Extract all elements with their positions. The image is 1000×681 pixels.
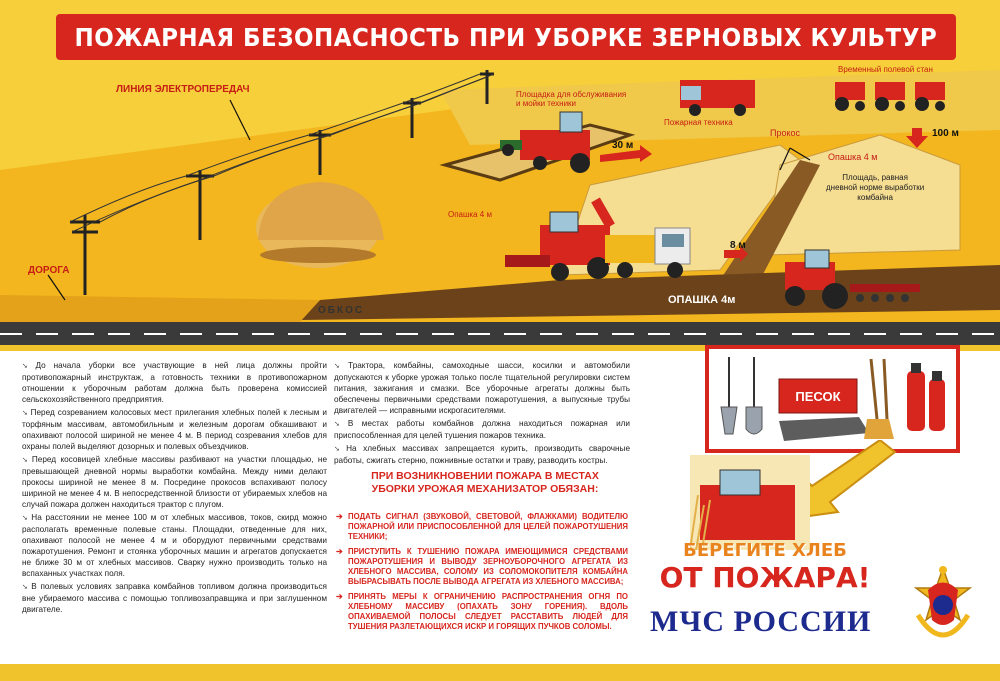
- fire-tools-drawing: [709, 349, 956, 449]
- label-dist-30: 30 м: [612, 140, 634, 151]
- label-obkos: ОБКОС: [318, 305, 365, 316]
- sand-label: ПЕСОК: [795, 389, 841, 404]
- alarm-title: ПРИ ВОЗНИКНОВЕНИИ ПОЖАРА В МЕСТАХ УБОРКИ УРОЖАЯ МЕХАНИЗАТОР ОБЯЗАН:: [371, 470, 599, 495]
- fire-tools-box: [705, 345, 960, 453]
- rule-paragraph: ➘ В местах работы комбайнов должна находиться пожарная или приспособленная для целей тушения пожаров техника.: [334, 418, 630, 441]
- label-area: Площадь, равная дневной норме выработки комбайна: [826, 173, 925, 202]
- slogan-line-1: БЕРЕГИТЕ ХЛЕБ: [683, 540, 847, 561]
- label-opashka-c: ОПАШКА 4м: [668, 294, 736, 306]
- label-dist-100: 100 м: [932, 128, 959, 139]
- label-opashka-a: Опашка 4 м: [448, 210, 492, 219]
- label-service-area: Площадка для обслуживания и мойки техники: [516, 90, 627, 108]
- label-field-camp: Временный полевой стан: [838, 65, 933, 74]
- rule-paragraph: ➘ Перед созреванием колосовых мест прилегания хлебных полей к лесным и торфяным массивам, автомобильным и железным дорогам обкашивают и опахивают полосой шириной не менее 4 м. В период созревания хлебов для охраны полей выделяют дозорных и полевых объездчиков.: [22, 407, 327, 452]
- slogan: [640, 540, 890, 594]
- alarm-item: ➔ ПОДАТЬ СИГНАЛ (ЗВУКОВОЙ, СВЕТОВОЙ, ФЛАЖКАМИ) ВОДИТЕЛЮ ПОЖАРНОЙ ИЛИ ПРИСПОСОБЛЕННОЙ ДЛЯ ЦЕЛЕЙ ПОЖАРОТУШЕНИЯ ТЕХНИКИ;: [336, 512, 628, 542]
- org-name: МЧС РОССИИ: [650, 605, 872, 638]
- rule-paragraph: ➘ Перед косовицей хлебные массивы разбивают на участки площадью, не превышающей дневной нормы выработки комбайна. Между ними делают прокосы шириной не менее 8 м. Посредине прокосов вспахивают полосу шириной не менее 4 м. В непосредственной близости от убираемых хлебов на случай пожара должен находиться трактор с плугом.: [22, 454, 327, 510]
- label-prokos: Прокос: [770, 128, 801, 138]
- header-banner: [56, 14, 956, 60]
- rules-column-1: [22, 360, 327, 617]
- alarm-item: ➔ ПРИСТУПИТЬ К ТУШЕНИЮ ПОЖАРА ИМЕЮЩИМИСЯ СРЕДСТВАМИ ПОЖАРОТУШЕНИЯ И ВЫВОДУ ЗЕРНОУБОРОЧНОГО АГРЕГАТА ИЗ ХЛЕБНОГО МАССИВА, СОЛОМУ ИЗ СОЛОМОКОПИТЕЛЯ КОМБАЙНА ВЫБРАСЫВАТЬ ПОСЛЕ ВЫВОДА АГРЕГАТА ИЗ ХЛЕБНОГО МАССИВА;: [336, 547, 628, 587]
- alarm-item: ➔ ПРИНЯТЬ МЕРЫ К ОГРАНИЧЕНИЮ РАСПРОСТРАНЕНИЯ ОГНЯ ПО ХЛЕБНОМУ МАССИВУ (ОПАХАТЬ ЗОНУ ГОРЕНИЯ). ВДОЛЬ ОПАХИВАЕМОЙ ПОЛОСЫ СЛЕДУЕТ РАССТАВИТЬ ЛЮДЕЙ ДЛЯ ТУШЕНИЯ РАЗЛЕТАЮЩИХСЯ ИСКР И ГОРЯЩИХ ПУЧКОВ СОЛОМЫ.: [336, 592, 628, 632]
- page-title: ПОЖАРНАЯ БЕЗОПАСНОСТЬ ПРИ УБОРКЕ ЗЕРНОВЫХ КУЛЬТУР: [74, 22, 938, 52]
- label-power-line: ЛИНИЯ ЭЛЕКТРОПЕРЕДАЧ: [116, 84, 250, 95]
- rule-paragraph: ➘ На хлебных массивах запрещается курить, производить сварочные работы, сжигать стерню, пожнивные остатки и траву, разводить костры.: [334, 443, 630, 466]
- rule-paragraph: ➘ Трактора, комбайны, самоходные шасси, косилки и автомобили допускаются к уборке урожая только после тщательной регулировки систем питания, зажигания и смазки. Все уборочные агрегаты должны быть обеспечены первичными средствами пожаротушения, а выпускные трубы двигателей — исправными искрогасителями.: [334, 360, 630, 416]
- label-fire-tech: Пожарная техника: [664, 118, 733, 127]
- rules-column-2: [334, 360, 630, 468]
- rule-paragraph: ➘ До начала уборки все участвующие в ней лица должны пройти противопожарный инструктаж, а готовность техники в противопожарном отношении к уборочным работам должна быть проверена комиссией сельскохозяйственного предприятия.: [22, 360, 327, 405]
- label-dist-8: 8 м: [730, 240, 746, 251]
- label-road: ДОРОГА: [28, 265, 70, 276]
- combine-illustration: [690, 455, 810, 550]
- slogan-line-2: ОТ ПОЖАРА!: [659, 561, 871, 594]
- bottom-stripe: [0, 664, 1000, 681]
- rule-paragraph: ➘ В полевых условиях заправка комбайнов топливом должна производиться вне убираемого массива с помощью топливозаправщика и при заглушенном двигателе.: [22, 581, 327, 615]
- label-opashka-b: Опашка 4 м: [828, 152, 878, 162]
- rule-paragraph: ➘ На расстоянии не менее 100 м от хлебных массивов, токов, скирд можно располагать временные полевые станы. Площадки, отведенные для них, опахивают полосой не менее 4 м и оборудуют первичными средствами пожаротушения. Ремонт и стоянка уборочных машин и агрегатов допускается не ближе 30 м от хлебных массивов. Сварку нужно производить только на вспаханных участках поля.: [22, 512, 327, 579]
- alarm-list: [336, 512, 628, 637]
- mchs-emblem-icon: [908, 560, 978, 660]
